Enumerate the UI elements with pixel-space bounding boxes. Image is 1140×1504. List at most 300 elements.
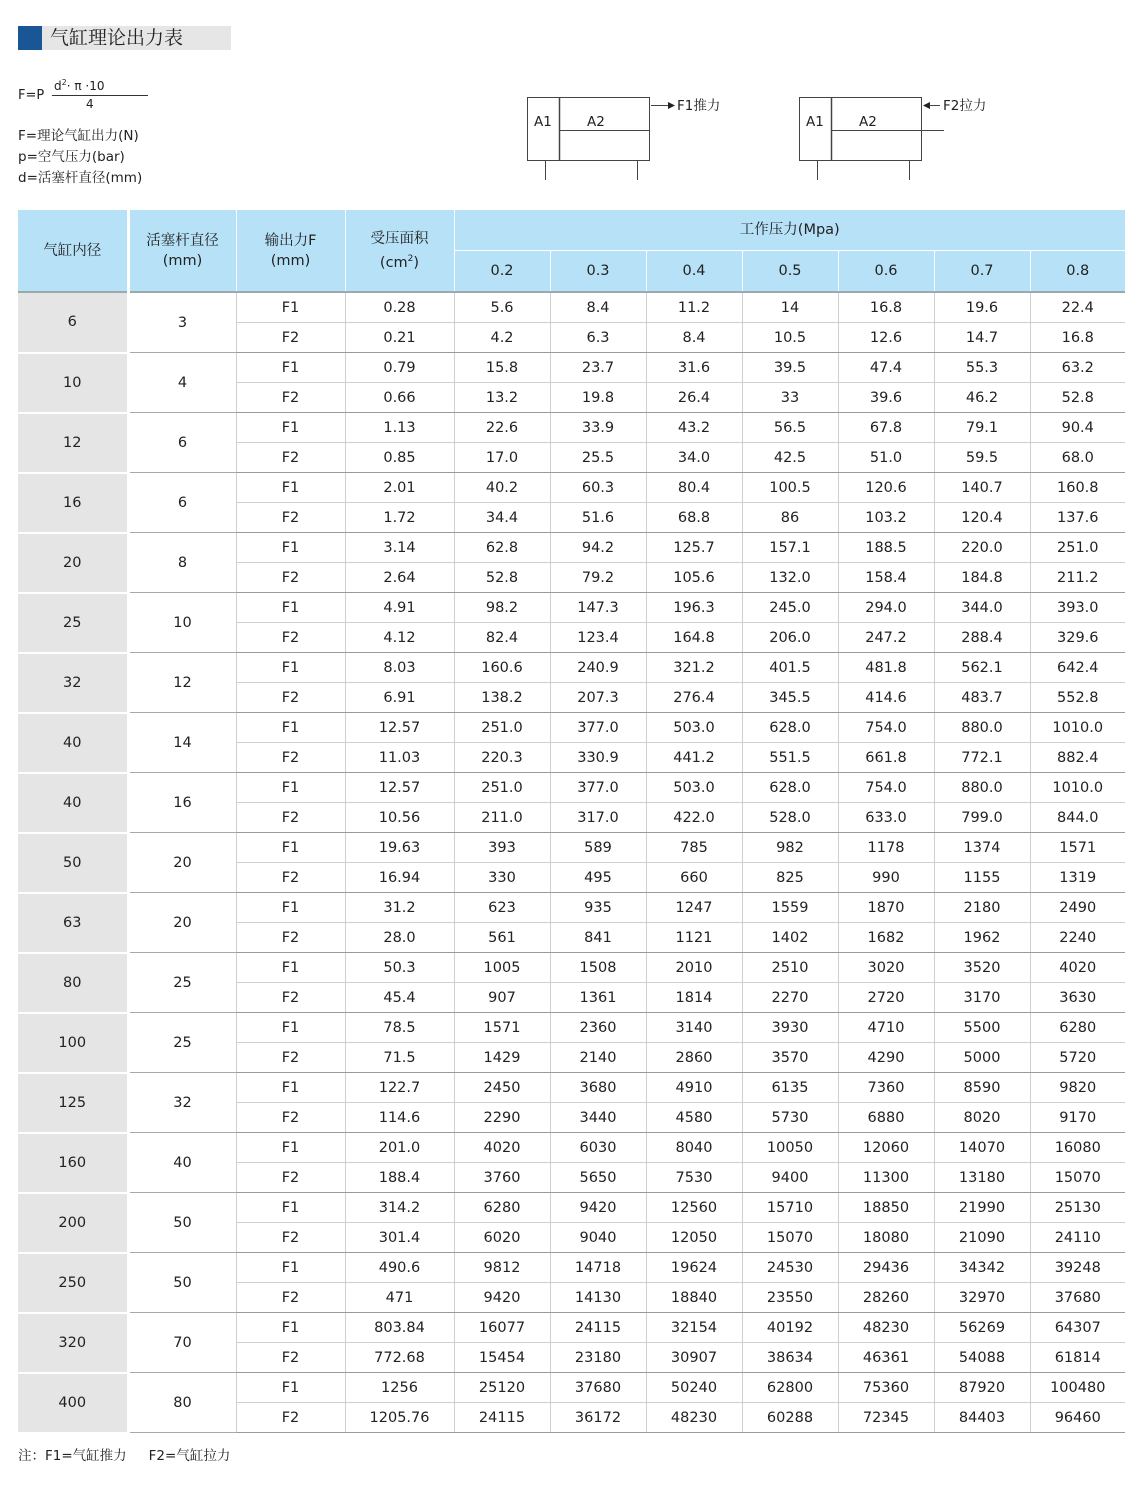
force-value-cell: 5730 [742,1103,838,1133]
force-value-cell: 1962 [934,923,1030,953]
table-row [18,1073,1125,1103]
force-value-cell: 12560 [646,1193,742,1223]
force-value-cell: 33.9 [550,413,646,443]
area-cell: 4.12 [345,623,454,653]
header-pressure-value: 0.7 [934,251,1030,293]
force-value-cell: 38634 [742,1343,838,1373]
rod-cell: 12 [128,653,236,713]
force-value-cell: 13180 [934,1163,1030,1193]
force-value-cell: 39248 [1030,1253,1125,1283]
force-value-cell: 1005 [454,953,550,983]
force-value-cell: 12050 [646,1223,742,1253]
force-value-cell: 3760 [454,1163,550,1193]
force-value-cell: 503.0 [646,773,742,803]
area-cell: 1205.76 [345,1403,454,1433]
force-value-cell: 393 [454,833,550,863]
force-type-cell: F2 [236,1403,345,1433]
force-value-cell: 16077 [454,1313,550,1343]
force-type-cell: F2 [236,803,345,833]
force-value-cell: 18850 [838,1193,934,1223]
force-value-cell: 160.8 [1030,473,1125,503]
definitions [18,126,142,189]
force-type-cell: F2 [236,1283,345,1313]
force-value-cell: 51.0 [838,443,934,473]
force-value-cell: 240.9 [550,653,646,683]
formula-lhs: F=P [18,88,45,103]
force-value-cell: 60288 [742,1403,838,1433]
force-value-cell: 22.6 [454,413,550,443]
area-cell: 16.94 [345,863,454,893]
force-value-cell: 52.8 [454,563,550,593]
force-value-cell: 907 [454,983,550,1013]
force-value-cell: 39.6 [838,383,934,413]
bore-cell: 125 [18,1073,128,1133]
force-value-cell: 123.4 [550,623,646,653]
force-value-cell: 825 [742,863,838,893]
force-type-cell: F2 [236,503,345,533]
force-value-cell: 6020 [454,1223,550,1253]
force-value-cell: 1814 [646,983,742,1013]
header-output: 输出力F (mm) [236,210,345,292]
header-rod: 活塞杆直径 (mm) [128,210,236,292]
force-value-cell: 43.2 [646,413,742,443]
force-value-cell: 329.6 [1030,623,1125,653]
force-type-cell: F2 [236,1223,345,1253]
area-cell: 28.0 [345,923,454,953]
area-cell: 31.2 [345,893,454,923]
table-row [18,713,1125,743]
force-value-cell: 288.4 [934,623,1030,653]
force-value-cell: 220.3 [454,743,550,773]
force-value-cell: 63.2 [1030,353,1125,383]
force-value-cell: 1571 [454,1013,550,1043]
force-value-cell: 495 [550,863,646,893]
force-value-cell: 3930 [742,1013,838,1043]
header-pressure: 工作压力(Mpa) [454,210,1125,251]
force-value-cell: 82.4 [454,623,550,653]
formula-fraction-bar [52,95,148,96]
header-area: 受压面积 $(cm^2)$ [345,210,454,292]
force-value-cell: 30907 [646,1343,742,1373]
force-value-cell: 28260 [838,1283,934,1313]
area-cell: 114.6 [345,1103,454,1133]
force-value-cell: 207.3 [550,683,646,713]
force-value-cell: 1682 [838,923,934,953]
table-row [18,533,1125,563]
force-value-cell: 4020 [454,1133,550,1163]
force-value-cell: 10.5 [742,323,838,353]
force-value-cell: 14 [742,292,838,323]
force-type-cell: F1 [236,893,345,923]
force-type-cell: F2 [236,743,345,773]
force-value-cell: 59.5 [934,443,1030,473]
definition-pressure: p=空气压力(bar) [18,149,125,165]
force-value-cell: 62800 [742,1373,838,1403]
force-value-cell: 5650 [550,1163,646,1193]
force-value-cell: 86 [742,503,838,533]
rod-cell: 20 [128,833,236,893]
force-value-cell: 2360 [550,1013,646,1043]
force-value-cell: 5500 [934,1013,1030,1043]
force-value-cell: 90.4 [1030,413,1125,443]
force-value-cell: 7530 [646,1163,742,1193]
force-value-cell: 1319 [1030,863,1125,893]
force-type-cell: F1 [236,1253,345,1283]
table-row [18,593,1125,623]
force-value-cell: 15710 [742,1193,838,1223]
force-value-cell: 589 [550,833,646,863]
force-value-cell: 551.5 [742,743,838,773]
force-value-cell: 772.1 [934,743,1030,773]
header-pressure-value: 0.8 [1030,251,1125,293]
force-value-cell: 3630 [1030,983,1125,1013]
force-value-cell: 3140 [646,1013,742,1043]
force-type-cell: F1 [236,413,345,443]
force-value-cell: 1178 [838,833,934,863]
force-value-cell: 393.0 [1030,593,1125,623]
force-value-cell: 15070 [742,1223,838,1253]
force-type-cell: F1 [236,833,345,863]
force-value-cell: 785 [646,833,742,863]
bore-cell: 20 [18,533,128,593]
area-cell: 1256 [345,1373,454,1403]
area-cell: 12.57 [345,773,454,803]
force-value-cell: 561 [454,923,550,953]
force-value-cell: 6135 [742,1073,838,1103]
force-value-cell: 317.0 [550,803,646,833]
force-value-cell: 158.4 [838,563,934,593]
force-value-cell: 75360 [838,1373,934,1403]
rod-cell: 10 [128,593,236,653]
rod-cell: 4 [128,353,236,413]
force-value-cell: 56269 [934,1313,1030,1343]
force-value-cell: 661.8 [838,743,934,773]
table-row [18,893,1125,923]
area-cell: 45.4 [345,983,454,1013]
force-value-cell: 96460 [1030,1403,1125,1433]
force-value-cell: 251.0 [454,773,550,803]
force-value-cell: 23.7 [550,353,646,383]
table-row [18,1133,1125,1163]
force-type-cell: F2 [236,383,345,413]
force-value-cell: 206.0 [742,623,838,653]
force-value-cell: 5720 [1030,1043,1125,1073]
push-a2-label: A2 [587,114,605,130]
force-value-cell: 24530 [742,1253,838,1283]
area-cell: 12.57 [345,713,454,743]
force-value-cell: 55.3 [934,353,1030,383]
force-value-cell: 880.0 [934,713,1030,743]
force-value-cell: 103.2 [838,503,934,533]
area-cell: 1.72 [345,503,454,533]
area-cell: 0.28 [345,292,454,323]
force-value-cell: 562.1 [934,653,1030,683]
force-value-cell: 841 [550,923,646,953]
force-value-cell: 61814 [1030,1343,1125,1373]
force-value-cell: 321.2 [646,653,742,683]
force-value-cell: 4.2 [454,323,550,353]
force-value-cell: 67.8 [838,413,934,443]
footnote-f1: F1=气缸推力 [45,1448,127,1464]
force-value-cell: 344.0 [934,593,1030,623]
force-value-cell: 3570 [742,1043,838,1073]
bore-cell: 50 [18,833,128,893]
area-cell: 471 [345,1283,454,1313]
force-value-cell: 422.0 [646,803,742,833]
force-value-cell: 414.6 [838,683,934,713]
force-value-cell: 98.2 [454,593,550,623]
footnote-prefix: 注： [18,1448,45,1464]
force-value-cell: 11.2 [646,292,742,323]
force-value-cell: 23550 [742,1283,838,1313]
rod-cell: 8 [128,533,236,593]
force-value-cell: 37680 [550,1373,646,1403]
force-value-cell: 80.4 [646,473,742,503]
force-value-cell: 247.2 [838,623,934,653]
force-value-cell: 34.4 [454,503,550,533]
bore-cell: 40 [18,773,128,833]
force-type-cell: F1 [236,953,345,983]
force-value-cell: 14718 [550,1253,646,1283]
area-cell: 2.64 [345,563,454,593]
force-type-cell: F1 [236,1013,345,1043]
force-value-cell: 34.0 [646,443,742,473]
force-value-cell: 377.0 [550,713,646,743]
definition-force: F=理论气缸出力(N) [18,128,139,144]
force-value-cell: 211.0 [454,803,550,833]
force-value-cell: 754.0 [838,713,934,743]
force-value-cell: 1402 [742,923,838,953]
force-value-cell: 138.2 [454,683,550,713]
area-cell: 6.91 [345,683,454,713]
force-value-cell: 79.1 [934,413,1030,443]
force-value-cell: 62.8 [454,533,550,563]
force-type-cell: F2 [236,923,345,953]
force-type-cell: F1 [236,1073,345,1103]
table-row [18,1193,1125,1223]
force-value-cell: 2450 [454,1073,550,1103]
area-cell: 201.0 [345,1133,454,1163]
force-value-cell: 21990 [934,1193,1030,1223]
area-cell: 1.13 [345,413,454,443]
force-value-cell: 157.1 [742,533,838,563]
force-value-cell: 160.6 [454,653,550,683]
force-value-cell: 25120 [454,1373,550,1403]
force-value-cell: 120.6 [838,473,934,503]
rod-cell: 50 [128,1253,236,1313]
force-value-cell: 47.4 [838,353,934,383]
force-value-cell: 196.3 [646,593,742,623]
force-value-cell: 18840 [646,1283,742,1313]
formula-numerator: $d^2\cdot \pi \cdot 10$ [54,78,105,93]
force-type-cell: F1 [236,593,345,623]
force-type-cell: F2 [236,1343,345,1373]
force-value-cell: 8020 [934,1103,1030,1133]
force-value-cell: 2180 [934,893,1030,923]
force-value-cell: 79.2 [550,563,646,593]
bore-cell: 200 [18,1193,128,1253]
force-value-cell: 24110 [1030,1223,1125,1253]
table-row [18,353,1125,383]
force-value-cell: 276.4 [646,683,742,713]
force-value-cell: 1429 [454,1043,550,1073]
force-type-cell: F1 [236,473,345,503]
force-value-cell: 15070 [1030,1163,1125,1193]
force-value-cell: 16.8 [838,292,934,323]
area-cell: 803.84 [345,1313,454,1343]
force-value-cell: 72345 [838,1403,934,1433]
force-value-cell: 25.5 [550,443,646,473]
force-type-cell: F2 [236,443,345,473]
area-cell: 50.3 [345,953,454,983]
force-type-cell: F2 [236,623,345,653]
force-value-cell: 14.7 [934,323,1030,353]
force-value-cell: 6880 [838,1103,934,1133]
force-value-cell: 40.2 [454,473,550,503]
bore-cell: 16 [18,473,128,533]
area-cell: 8.03 [345,653,454,683]
force-value-cell: 42.5 [742,443,838,473]
force-value-cell: 3020 [838,953,934,983]
push-cylinder-diagram [520,92,740,187]
force-value-cell: 52.8 [1030,383,1125,413]
force-value-cell: 528.0 [742,803,838,833]
force-value-cell: 4290 [838,1043,934,1073]
force-type-cell: F2 [236,323,345,353]
force-value-cell: 441.2 [646,743,742,773]
force-value-cell: 2720 [838,983,934,1013]
page-title: 气缸理论出力表 [50,27,184,49]
force-value-cell: 24115 [454,1403,550,1433]
rod-cell: 25 [128,953,236,1013]
table-row [18,1373,1125,1403]
force-type-cell: F2 [236,1043,345,1073]
force-value-cell: 1559 [742,893,838,923]
bore-cell: 25 [18,593,128,653]
area-cell: 78.5 [345,1013,454,1043]
bore-cell: 320 [18,1313,128,1373]
force-value-cell: 147.3 [550,593,646,623]
header-pressure-value: 0.4 [646,251,742,293]
area-cell: 188.4 [345,1163,454,1193]
force-value-cell: 1361 [550,983,646,1013]
force-value-cell: 48230 [838,1313,934,1343]
force-value-cell: 56.5 [742,413,838,443]
force-value-cell: 3440 [550,1103,646,1133]
area-cell: 11.03 [345,743,454,773]
force-value-cell: 330.9 [550,743,646,773]
force-value-cell: 19624 [646,1253,742,1283]
force-value-cell: 100.5 [742,473,838,503]
force-value-cell: 503.0 [646,713,742,743]
rod-cell: 6 [128,473,236,533]
force-value-cell: 4020 [1030,953,1125,983]
force-value-cell: 54088 [934,1343,1030,1373]
force-value-cell: 15.8 [454,353,550,383]
force-value-cell: 37680 [1030,1283,1125,1313]
force-value-cell: 481.8 [838,653,934,683]
force-value-cell: 401.5 [742,653,838,683]
force-value-cell: 844.0 [1030,803,1125,833]
force-type-cell: F1 [236,1193,345,1223]
force-value-cell: 9040 [550,1223,646,1253]
force-value-cell: 29436 [838,1253,934,1283]
force-value-cell: 4710 [838,1013,934,1043]
table-row [18,1313,1125,1343]
force-value-cell: 32970 [934,1283,1030,1313]
force-value-cell: 34342 [934,1253,1030,1283]
force-value-cell: 188.5 [838,533,934,563]
header-bore: 气缸内径 [18,210,128,292]
pull-a2-label: A2 [859,114,877,130]
formula-denominator: 4 [86,97,94,111]
force-value-cell: 1247 [646,893,742,923]
bore-cell: 250 [18,1253,128,1313]
force-value-cell: 64307 [1030,1313,1125,1343]
area-cell: 2.01 [345,473,454,503]
force-value-cell: 1010.0 [1030,713,1125,743]
force-value-cell: 377.0 [550,773,646,803]
force-value-cell: 2140 [550,1043,646,1073]
force-value-cell: 9420 [550,1193,646,1223]
force-value-cell: 935 [550,893,646,923]
rod-cell: 40 [128,1133,236,1193]
force-value-cell: 552.8 [1030,683,1125,713]
force-value-cell: 23180 [550,1343,646,1373]
force-value-cell: 2270 [742,983,838,1013]
bore-cell: 80 [18,953,128,1013]
force-value-cell: 105.6 [646,563,742,593]
force-type-cell: F1 [236,1313,345,1343]
table-row [18,292,1125,323]
force-value-cell: 51.6 [550,503,646,533]
force-value-cell: 4910 [646,1073,742,1103]
force-value-cell: 31.6 [646,353,742,383]
force-value-cell: 10050 [742,1133,838,1163]
force-value-cell: 633.0 [838,803,934,833]
area-cell: 772.68 [345,1343,454,1373]
force-value-cell: 19.6 [934,292,1030,323]
area-cell: 3.14 [345,533,454,563]
force-value-cell: 345.5 [742,683,838,713]
table-row [18,653,1125,683]
force-value-cell: 125.7 [646,533,742,563]
bore-cell: 10 [18,353,128,413]
bore-cell: 100 [18,1013,128,1073]
force-value-cell: 94.2 [550,533,646,563]
definition-diameter: d=活塞杆直径(mm) [18,170,143,186]
force-value-cell: 990 [838,863,934,893]
pull-a1-label: A1 [806,114,824,130]
force-value-cell: 164.8 [646,623,742,653]
force-value-cell: 36172 [550,1403,646,1433]
force-type-cell: F2 [236,563,345,593]
force-value-cell: 12060 [838,1133,934,1163]
force-value-cell: 628.0 [742,713,838,743]
force-value-cell: 5.6 [454,292,550,323]
force-value-cell: 6030 [550,1133,646,1163]
force-value-cell: 211.2 [1030,563,1125,593]
force-value-cell: 2510 [742,953,838,983]
footnote-f2: F2=气缸拉力 [148,1448,231,1464]
push-a1-label: A1 [534,114,552,130]
force-value-cell: 17.0 [454,443,550,473]
force-value-cell: 9400 [742,1163,838,1193]
force-value-cell: 245.0 [742,593,838,623]
table-row [18,833,1125,863]
pull-cylinder-diagram [792,92,1012,187]
force-value-cell: 220.0 [934,533,1030,563]
